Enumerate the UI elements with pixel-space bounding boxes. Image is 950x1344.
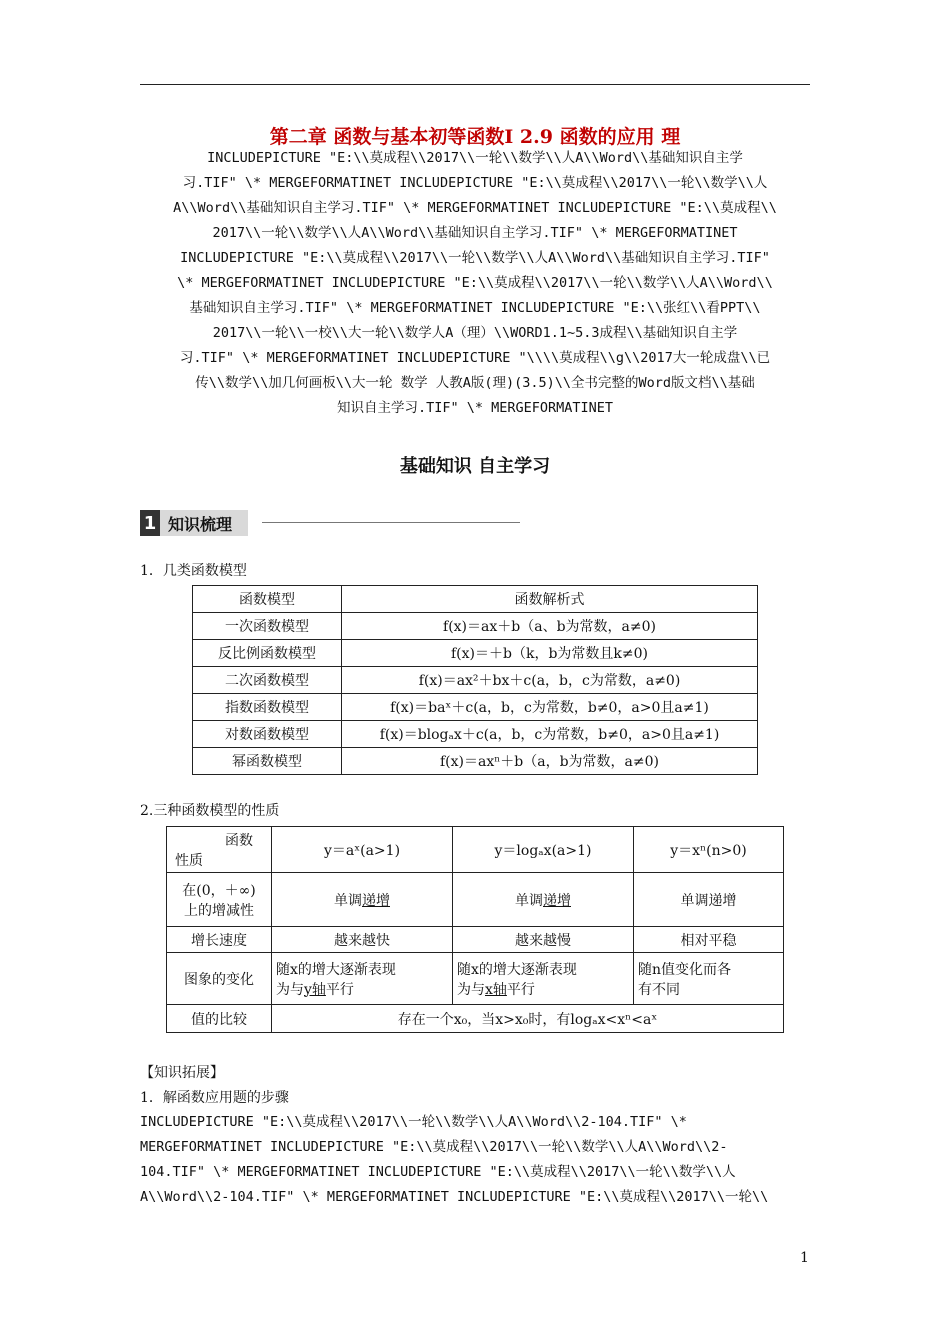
table-cell: 指数函数模型 <box>193 694 342 721</box>
cell-text: 平行 <box>506 981 535 998</box>
table-header-cell: y＝logₐx(a>1) <box>453 827 634 873</box>
table-cell: 幂函数模型 <box>193 748 342 775</box>
include-line: INCLUDEPICTURE "E:\\莫成程\\2017\\一轮\\数学\\人A\\Word\\基础知识自主学习.TIF" <box>180 250 770 266</box>
table-cell: 图象的变化 <box>167 953 272 1005</box>
table-cell <box>272 953 453 1005</box>
corner-label-top: 函数 <box>225 832 253 849</box>
table-cell: 越来越快 <box>272 927 453 953</box>
table-row <box>167 953 784 1005</box>
cell-underlined: x轴 <box>485 981 507 998</box>
include-line: \* MERGEFORMATINET INCLUDEPICTURE "E:\\莫成程\\2017\\一轮\\数学\\人A\\Word\\ <box>177 275 773 291</box>
function-models-table <box>192 585 758 775</box>
table-header-row <box>193 586 758 613</box>
document-title: 第二章 函数与基本初等函数Ⅰ 2.9 函数的应用 理 <box>269 126 681 148</box>
include-line: A\\Word\\基础知识自主学习.TIF" \* MERGEFORMATINET INCLUDEPICTURE "E:\\莫成程\\ <box>173 200 777 216</box>
cell-underlined: 递增 <box>543 892 571 909</box>
include-line: 基础知识自主学习.TIF" \* MERGEFORMATINET INCLUDEPICTURE "E:\\张红\\看PPT\\ <box>189 300 761 316</box>
table-header-cell: 函数解析式 <box>342 586 758 613</box>
cell-underlined: 递增 <box>362 892 390 909</box>
section-badge-number: 1 <box>140 510 160 536</box>
extension-label: 【知识拓展】 <box>140 1065 224 1081</box>
model-properties-table <box>166 826 784 1033</box>
include-line: MERGEFORMATINET INCLUDEPICTURE "E:\\莫成程\\2017\\一轮\\数学\\人A\\Word\\2- <box>140 1139 728 1155</box>
cell-line: 随x的增大逐渐表现 <box>457 961 577 978</box>
table-cell: f(x)＝baˣ＋c(a，b，c为常数，b≠0，a>0且a≠1) <box>342 694 758 721</box>
table-row <box>167 927 784 953</box>
item-2-title: 2.三种函数模型的性质 <box>140 803 280 819</box>
section-heading: 基础知识 自主学习 <box>399 456 551 477</box>
include-line: 2017\\一轮\\数学\\人A\\Word\\基础知识自主学习.TIF" \* MERGEFORMATINET <box>212 225 738 241</box>
table-header-cell: 函数模型 <box>193 586 342 613</box>
table-cell <box>453 953 634 1005</box>
table-cell: 值的比较 <box>167 1005 272 1033</box>
cell-line <box>276 979 448 999</box>
table-row <box>193 721 758 748</box>
table-cell: f(x)＝ax＋b（a、b为常数，a≠0) <box>342 613 758 640</box>
header-rule <box>140 84 810 85</box>
include-block-1 <box>140 146 810 421</box>
cell-line: 有不同 <box>638 981 680 998</box>
table-cell: f(x)＝blogₐx＋c(a，b，c为常数，b≠0，a>0且a≠1) <box>342 721 758 748</box>
section-divider <box>262 522 520 523</box>
table-cell: 存在一个x₀，当x>x₀时，有logₐx<xⁿ<aˣ <box>272 1005 784 1033</box>
table-cell: f(x)＝axⁿ＋b（a，b为常数，a≠0) <box>342 748 758 775</box>
table-header-cell: y＝aˣ(a>1) <box>272 827 453 873</box>
include-line: A\\Word\\2-104.TIF" \* MERGEFORMATINET INCLUDEPICTURE "E:\\莫成程\\2017\\一轮\\ <box>140 1189 769 1205</box>
include-block-2 <box>140 1110 810 1210</box>
row-label-line: 上的增减性 <box>184 902 254 919</box>
table-corner-cell <box>167 827 272 873</box>
corner-label-bottom: 性质 <box>175 852 203 869</box>
table-cell <box>272 873 453 927</box>
extension-item-1: 1．解函数应用题的步骤 <box>140 1090 289 1106</box>
table-cell: 相对平稳 <box>634 927 784 953</box>
table-cell: 越来越慢 <box>453 927 634 953</box>
table-row <box>193 667 758 694</box>
cell-line <box>457 979 629 999</box>
item-1-title: 1．几类函数模型 <box>140 563 247 579</box>
table-row <box>193 640 758 667</box>
table-cell: 增长速度 <box>167 927 272 953</box>
section-badge-label: 知识梳理 <box>160 510 248 536</box>
table-header-row <box>167 827 784 873</box>
table-row <box>193 748 758 775</box>
table-cell <box>167 873 272 927</box>
table-cell: 一次函数模型 <box>193 613 342 640</box>
row-label-line: 在(0，＋∞) <box>182 882 256 899</box>
include-line: 知识自主学习.TIF" \* MERGEFORMATINET <box>336 400 614 416</box>
include-line: INCLUDEPICTURE "E:\\莫成程\\2017\\一轮\\数学\\人A\\Word\\基础知识自主学 <box>207 150 743 166</box>
page-number: 1 <box>800 1250 809 1266</box>
section-badge <box>140 510 248 536</box>
include-line: 习.TIF" \* MERGEFORMATINET INCLUDEPICTURE "\\\\莫成程\\g\\2017大一轮成盘\\已 <box>179 350 771 366</box>
table-cell: 单调递增 <box>634 873 784 927</box>
cell-prefix: 单调 <box>515 892 543 909</box>
include-line: 2017\\一轮\\一校\\大一轮\\数学人A（理）\\WORD1.1~5.3成程\\基础知识自主学 <box>212 325 738 341</box>
table-cell: f(x)＝＋b（k，b为常数且k≠0) <box>342 640 758 667</box>
cell-line: 随n值变化而各 <box>638 961 732 978</box>
table-row <box>167 873 784 927</box>
cell-text: 为与 <box>457 981 485 998</box>
cell-text: 平行 <box>325 981 354 998</box>
include-line: 传\\数学\\加几何画板\\大一轮 数学 人教A版(理)(3.5)\\全书完整的Word版文档\\基础 <box>195 375 755 391</box>
cell-text: 为与 <box>276 981 304 998</box>
table-header-cell: y＝xⁿ(n>0) <box>634 827 784 873</box>
table-cell: f(x)＝ax²＋bx＋c(a，b，c为常数，a≠0) <box>342 667 758 694</box>
include-line: 104.TIF" \* MERGEFORMATINET INCLUDEPICTURE "E:\\莫成程\\2017\\一轮\\数学\\人 <box>140 1164 736 1180</box>
include-line: INCLUDEPICTURE "E:\\莫成程\\2017\\一轮\\数学\\人A\\Word\\2-104.TIF" \* <box>140 1114 687 1130</box>
cell-underlined: y轴 <box>304 981 326 998</box>
cell-prefix: 单调 <box>334 892 362 909</box>
table-row <box>193 613 758 640</box>
table-cell <box>453 873 634 927</box>
table-cell <box>634 953 784 1005</box>
cell-line: 随x的增大逐渐表现 <box>276 961 396 978</box>
table-row <box>193 694 758 721</box>
include-line: 习.TIF" \* MERGEFORMATINET INCLUDEPICTURE "E:\\莫成程\\2017\\一轮\\数学\\人 <box>182 175 768 191</box>
table-cell: 二次函数模型 <box>193 667 342 694</box>
table-row <box>167 1005 784 1033</box>
table-cell: 对数函数模型 <box>193 721 342 748</box>
table-cell: 反比例函数模型 <box>193 640 342 667</box>
